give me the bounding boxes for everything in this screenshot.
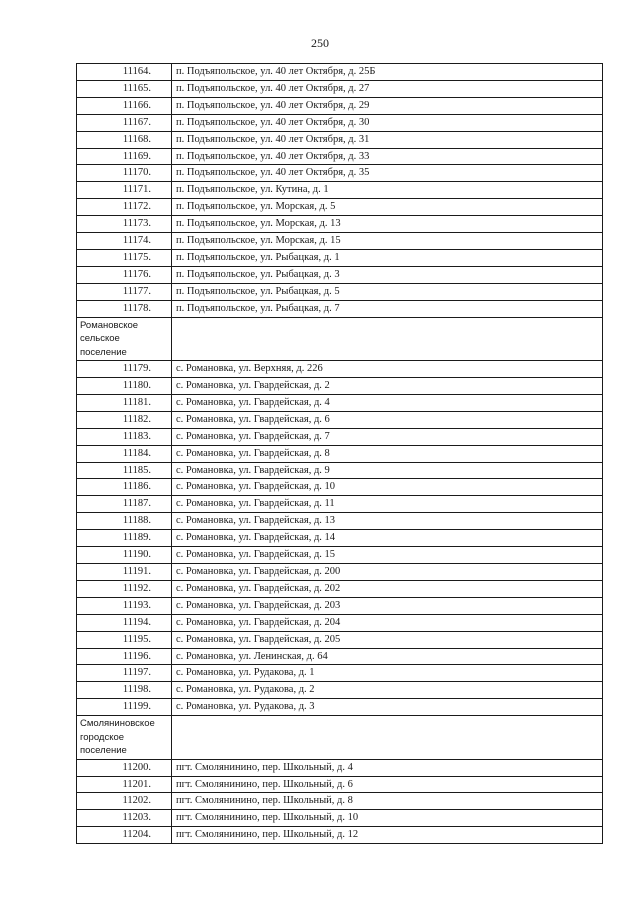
table-row bbox=[77, 249, 603, 266]
settlement-name-line: Романовское bbox=[80, 319, 139, 331]
row-address: с. Романовка, ул. Гвардейская, д. 7 bbox=[172, 428, 603, 445]
address-table-body bbox=[77, 64, 603, 844]
table-row bbox=[77, 648, 603, 665]
table-row bbox=[77, 776, 603, 793]
table-row bbox=[77, 378, 603, 395]
row-address: пгт. Смолянинино, пер. Школьный, д. 12 bbox=[172, 827, 603, 844]
empty-cell bbox=[172, 716, 603, 760]
table-row bbox=[77, 614, 603, 631]
row-number: 11184. bbox=[77, 445, 172, 462]
table-row bbox=[77, 216, 603, 233]
table-row bbox=[77, 563, 603, 580]
row-number: 11173. bbox=[77, 216, 172, 233]
row-address: п. Подъяпольское, ул. 40 лет Октября, д. 35 bbox=[172, 165, 603, 182]
row-number: 11197. bbox=[77, 665, 172, 682]
row-number: 11203. bbox=[77, 810, 172, 827]
table-row bbox=[77, 631, 603, 648]
table-row bbox=[77, 394, 603, 411]
row-address: с. Романовка, ул. Гвардейская, д. 8 bbox=[172, 445, 603, 462]
row-address: с. Романовка, ул. Гвардейская, д. 15 bbox=[172, 547, 603, 564]
empty-cell bbox=[172, 317, 603, 361]
row-number: 11200. bbox=[77, 759, 172, 776]
table-row bbox=[77, 428, 603, 445]
row-address: п. Подъяпольское, ул. Рыбацкая, д. 3 bbox=[172, 266, 603, 283]
row-address: с. Романовка, ул. Гвардейская, д. 2 bbox=[172, 378, 603, 395]
row-number: 11192. bbox=[77, 580, 172, 597]
row-number: 11174. bbox=[77, 233, 172, 250]
row-number: 11204. bbox=[77, 827, 172, 844]
row-address: с. Романовка, ул. Гвардейская, д. 10 bbox=[172, 479, 603, 496]
table-row bbox=[77, 682, 603, 699]
row-number: 11196. bbox=[77, 648, 172, 665]
row-address: с. Романовка, ул. Гвардейская, д. 11 bbox=[172, 496, 603, 513]
row-address: п. Подъяпольское, ул. Морская, д. 5 bbox=[172, 199, 603, 216]
row-number: 11198. bbox=[77, 682, 172, 699]
table-row bbox=[77, 80, 603, 97]
table-row bbox=[77, 361, 603, 378]
row-address: п. Подъяпольское, ул. Кутина, д. 1 bbox=[172, 182, 603, 199]
row-address: с. Романовка, ул. Гвардейская, д. 203 bbox=[172, 597, 603, 614]
row-address: пгт. Смолянинино, пер. Школьный, д. 8 bbox=[172, 793, 603, 810]
row-address: пгт. Смолянинино, пер. Школьный, д. 4 bbox=[172, 759, 603, 776]
table-row bbox=[77, 759, 603, 776]
row-number: 11167. bbox=[77, 114, 172, 131]
table-row bbox=[77, 64, 603, 81]
table-row bbox=[77, 199, 603, 216]
row-address: с. Романовка, ул. Рудакова, д. 3 bbox=[172, 699, 603, 716]
table-row bbox=[77, 266, 603, 283]
row-number: 11201. bbox=[77, 776, 172, 793]
address-table bbox=[76, 63, 603, 844]
table-row bbox=[77, 283, 603, 300]
row-address: п. Подъяпольское, ул. 40 лет Октября, д. 33 bbox=[172, 148, 603, 165]
row-number: 11181. bbox=[77, 394, 172, 411]
settlement-name-line: поселение bbox=[80, 745, 127, 757]
row-number: 11176. bbox=[77, 266, 172, 283]
settlement-name bbox=[77, 716, 172, 760]
row-address: пгт. Смолянинино, пер. Школьный, д. 6 bbox=[172, 776, 603, 793]
row-address: п. Подъяпольское, ул. 40 лет Октября, д. 31 bbox=[172, 131, 603, 148]
settlement-name-line: Смоляниновское bbox=[80, 718, 155, 730]
row-address: с. Романовка, ул. Гвардейская, д. 204 bbox=[172, 614, 603, 631]
settlement-name-line: городское bbox=[80, 731, 125, 743]
table-row bbox=[77, 597, 603, 614]
row-number: 11185. bbox=[77, 462, 172, 479]
row-number: 11180. bbox=[77, 378, 172, 395]
row-number: 11199. bbox=[77, 699, 172, 716]
row-address: с. Романовка, ул. Гвардейская, д. 9 bbox=[172, 462, 603, 479]
table-row bbox=[77, 165, 603, 182]
row-number: 11171. bbox=[77, 182, 172, 199]
table-row bbox=[77, 114, 603, 131]
row-address: п. Подъяпольское, ул. Рыбацкая, д. 1 bbox=[172, 249, 603, 266]
row-number: 11202. bbox=[77, 793, 172, 810]
table-row bbox=[77, 479, 603, 496]
settlement-header-row bbox=[77, 716, 603, 760]
row-number: 11175. bbox=[77, 249, 172, 266]
row-number: 11177. bbox=[77, 283, 172, 300]
row-number: 11166. bbox=[77, 97, 172, 114]
row-address: с. Романовка, ул. Гвардейская, д. 6 bbox=[172, 411, 603, 428]
table-row bbox=[77, 496, 603, 513]
row-address: с. Романовка, ул. Гвардейская, д. 4 bbox=[172, 394, 603, 411]
row-number: 11190. bbox=[77, 547, 172, 564]
table-row bbox=[77, 182, 603, 199]
table-row bbox=[77, 699, 603, 716]
row-address: п. Подъяпольское, ул. 40 лет Октября, д. 30 bbox=[172, 114, 603, 131]
row-address: с. Романовка, ул. Гвардейская, д. 14 bbox=[172, 530, 603, 547]
table-row bbox=[77, 793, 603, 810]
row-number: 11165. bbox=[77, 80, 172, 97]
row-number: 11178. bbox=[77, 300, 172, 317]
row-number: 11164. bbox=[77, 64, 172, 81]
row-address: с. Романовка, ул. Гвардейская, д. 202 bbox=[172, 580, 603, 597]
row-address: с. Романовка, ул. Рудакова, д. 2 bbox=[172, 682, 603, 699]
row-number: 11182. bbox=[77, 411, 172, 428]
row-address: с. Романовка, ул. Гвардейская, д. 200 bbox=[172, 563, 603, 580]
row-address: с. Романовка, ул. Ленинская, д. 64 bbox=[172, 648, 603, 665]
row-address: п. Подъяпольское, ул. Рыбацкая, д. 7 bbox=[172, 300, 603, 317]
table-row bbox=[77, 665, 603, 682]
row-address: пгт. Смолянинино, пер. Школьный, д. 10 bbox=[172, 810, 603, 827]
table-row bbox=[77, 411, 603, 428]
settlement-name-line: поселение bbox=[80, 346, 127, 358]
row-address: с. Романовка, ул. Гвардейская, д. 13 bbox=[172, 513, 603, 530]
row-address: с. Романовка, ул. Верхняя, д. 226 bbox=[172, 361, 603, 378]
table-row bbox=[77, 97, 603, 114]
row-address: п. Подъяпольское, ул. 40 лет Октября, д. 27 bbox=[172, 80, 603, 97]
row-number: 11183. bbox=[77, 428, 172, 445]
row-address: с. Романовка, ул. Гвардейская, д. 205 bbox=[172, 631, 603, 648]
row-number: 11168. bbox=[77, 131, 172, 148]
row-address: п. Подъяпольское, ул. Рыбацкая, д. 5 bbox=[172, 283, 603, 300]
table-row bbox=[77, 827, 603, 844]
table-row bbox=[77, 530, 603, 547]
row-number: 11191. bbox=[77, 563, 172, 580]
table-row bbox=[77, 131, 603, 148]
table-row bbox=[77, 233, 603, 250]
table-row bbox=[77, 547, 603, 564]
table-row bbox=[77, 513, 603, 530]
settlement-name-line: сельское bbox=[80, 333, 120, 345]
row-number: 11194. bbox=[77, 614, 172, 631]
settlement-name bbox=[77, 317, 172, 361]
table-row bbox=[77, 462, 603, 479]
row-number: 11172. bbox=[77, 199, 172, 216]
row-number: 11169. bbox=[77, 148, 172, 165]
row-address: п. Подъяпольское, ул. Морская, д. 15 bbox=[172, 233, 603, 250]
row-address: п. Подъяпольское, ул. Морская, д. 13 bbox=[172, 216, 603, 233]
row-address: п. Подъяпольское, ул. 40 лет Октября, д. 25Б bbox=[172, 64, 603, 81]
table-row bbox=[77, 580, 603, 597]
table-row bbox=[77, 810, 603, 827]
table-row bbox=[77, 445, 603, 462]
settlement-header-row bbox=[77, 317, 603, 361]
row-number: 11170. bbox=[77, 165, 172, 182]
row-address: с. Романовка, ул. Рудакова, д. 1 bbox=[172, 665, 603, 682]
row-number: 11195. bbox=[77, 631, 172, 648]
row-number: 11189. bbox=[77, 530, 172, 547]
row-number: 11186. bbox=[77, 479, 172, 496]
row-number: 11193. bbox=[77, 597, 172, 614]
row-number: 11187. bbox=[77, 496, 172, 513]
row-address: п. Подъяпольское, ул. 40 лет Октября, д. 29 bbox=[172, 97, 603, 114]
row-number: 11188. bbox=[77, 513, 172, 530]
page-number: 250 bbox=[311, 36, 329, 50]
row-number: 11179. bbox=[77, 361, 172, 378]
table-row bbox=[77, 148, 603, 165]
table-row bbox=[77, 300, 603, 317]
